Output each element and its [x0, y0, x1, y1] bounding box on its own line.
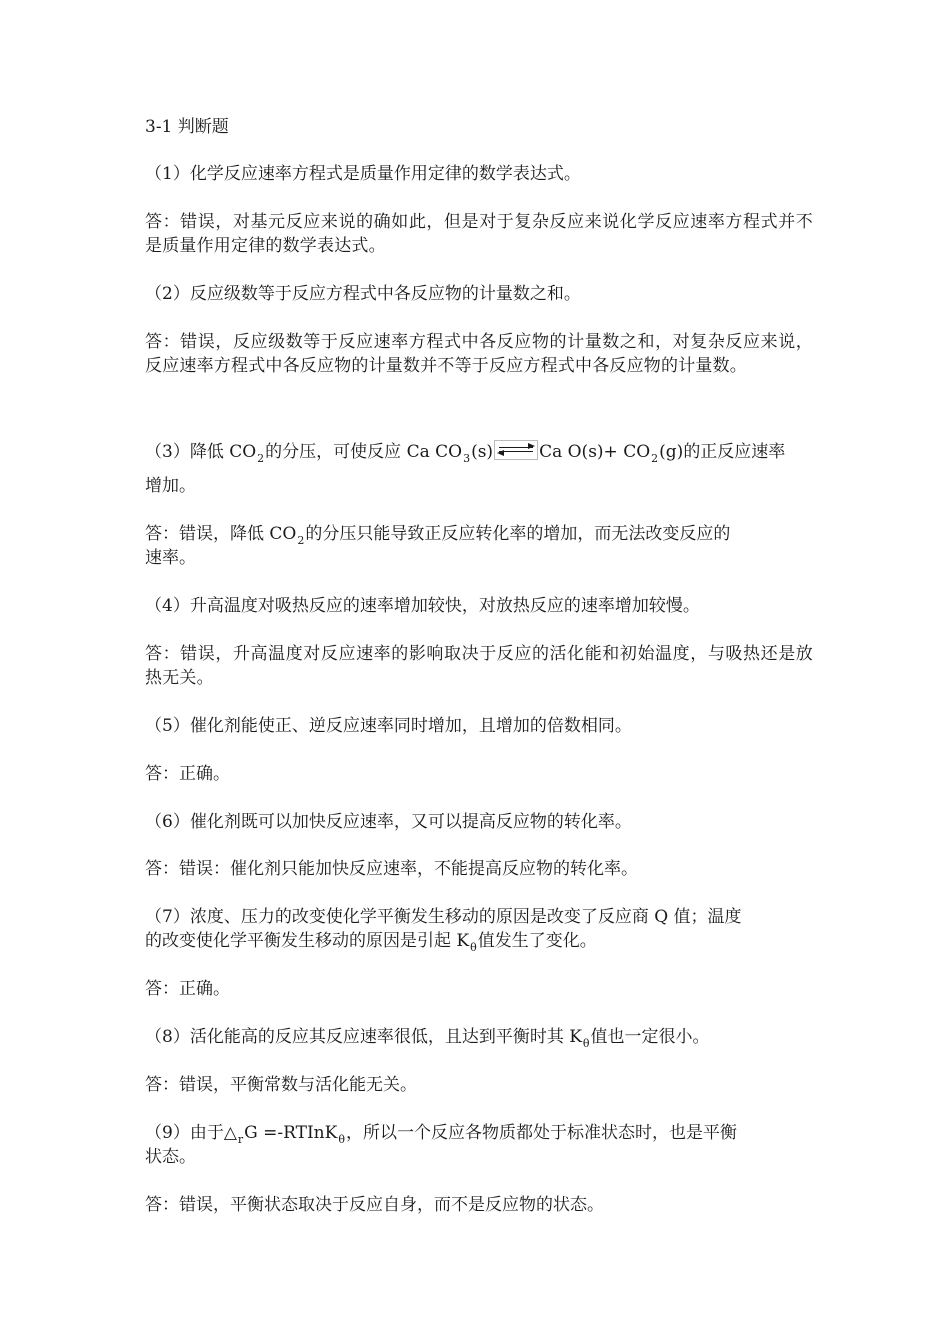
q9-mid: G =-RTInK	[244, 1123, 338, 1143]
question-3-line2: 增加。	[145, 476, 196, 496]
q9-suffix: ，所以一个反应各物质都处于标准状态时，也是平衡	[345, 1123, 737, 1143]
theta-symbol: θ	[338, 1133, 345, 1146]
question-2: （2）反应级数等于反应方程式中各反应物的计量数之和。	[145, 284, 581, 304]
answer-2: 答：错误，反应级数等于反应速率方程式中各反应物的计量数之和，对复杂反应来说，反应速率方程式中各反应物的计量数并不等于反应方程式中各反应物的计量数。	[145, 332, 813, 376]
a3-prefix: 答：错误，降低 CO	[145, 524, 297, 544]
theta-symbol: θ	[470, 941, 477, 954]
question-7-line2	[145, 929, 815, 955]
q3-gas: (g)	[659, 442, 684, 462]
q9-subscript: r	[237, 1133, 244, 1146]
q7-prefix: 的改变使化学平衡发生移动的原因是引起 K	[145, 931, 470, 951]
question-8	[145, 1025, 815, 1051]
answer-1: 答：错误，对基元反应来说的确如此，但是对于复杂反应来说化学反应速率方程式并不是质量作用定律的数学表达式。	[145, 212, 813, 256]
q9-prefix: （9）由于△	[145, 1123, 237, 1143]
q8-prefix: （8）活化能高的反应其反应速率很低，且达到平衡时其 K	[145, 1027, 582, 1047]
question-7: （7）浓度、压力的改变使化学平衡发生移动的原因是改变了反应商 Q 值；温度	[145, 907, 742, 927]
q3-subscript: 2	[257, 452, 265, 465]
q3-subscript: 3	[463, 452, 471, 465]
a3-suffix: 的分压只能导致正反应转化率的增加，而无法改变反应的	[305, 524, 731, 544]
answer-3	[145, 522, 815, 548]
question-9-line2: 状态。	[145, 1147, 196, 1167]
question-9	[145, 1121, 815, 1147]
question-3	[145, 440, 815, 466]
question-6: （6）催化剂既可以加快反应速率，又可以提高反应物的转化率。	[145, 812, 632, 832]
answer-9: 答：错误，平衡状态取决于反应自身，而不是反应物的状态。	[145, 1195, 604, 1215]
q3-subscript: 2	[651, 452, 659, 465]
q3-mid: 的分压，可使反应 Ca CO	[265, 442, 463, 462]
section-heading: 3-1 判断题	[145, 117, 229, 137]
answer-4: 答：错误，升高温度对反应速率的影响取决于反应的活化能和初始温度，与吸热还是放热无关。	[145, 644, 813, 688]
answer-7: 答：正确。	[145, 979, 230, 999]
theta-symbol: θ	[582, 1037, 590, 1050]
q3-prefix: （3）降低 CO	[145, 442, 257, 462]
q8-suffix: 值也一定很小。	[590, 1027, 710, 1047]
question-1: （1）化学反应速率方程式是质量作用定律的数学表达式。	[145, 164, 581, 184]
question-5: （5）催化剂能使正、逆反应速率同时增加，且增加的倍数相同。	[145, 716, 632, 736]
answer-3-line2: 速率。	[145, 548, 196, 568]
answer-6: 答：错误：催化剂只能加快反应速率，不能提高反应物的转化率。	[145, 859, 638, 879]
q7-suffix: 值发生了变化。	[477, 931, 597, 951]
question-4: （4）升高温度对吸热反应的速率增加较快，对放热反应的速率增加较慢。	[145, 596, 700, 616]
q3-product: Ca O(s)+ CO	[539, 442, 651, 462]
q3-state: (s)	[471, 442, 494, 462]
equilibrium-arrow-icon	[494, 440, 538, 460]
a3-subscript: 2	[297, 534, 305, 547]
answer-8: 答：错误，平衡常数与活化能无关。	[145, 1075, 417, 1095]
q3-suffix: 的正反应速率	[683, 442, 786, 462]
answer-5: 答：正确。	[145, 764, 230, 784]
